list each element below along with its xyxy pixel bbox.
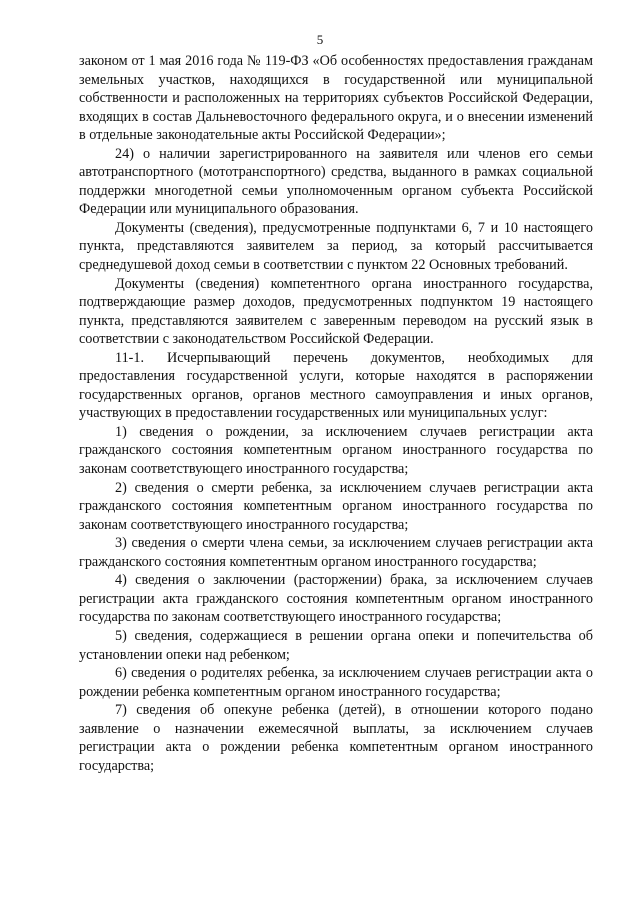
paragraph: 3) сведения о смерти члена семьи, за исключением случаев регистрации акта гражданского состояния компетентным органом иностранного государства; (79, 535, 593, 570)
page-number: 5 (316, 32, 324, 47)
paragraph: 2) сведения о смерти ребенка, за исключением случаев регистрации акта гражданского состояния компетентным органом иностранного государства по законам соответствующего иностранного государства; (79, 479, 593, 533)
paragraph: 11-1. Исчерпывающий перечень документов, необходимых для предоставления государственной услуги, которые находятся в распоряжении государственных органов, органов местного самоуправления и иных органов, участвующих в предоставлении государственных или муниципальных услуг: (79, 349, 593, 422)
paragraph: 1) сведения о рождении, за исключением случаев регистрации акта гражданского состояния компетентным органом иностранного государства по законам соответствующего иностранного государства; (79, 423, 593, 478)
paragraph: Документы (сведения) компетентного органа иностранного государства, подтверждающие размер доходов, предусмотренных подпунктом 19 настоящего пункта, представляются заявителем с заверенным переводом на русский язык в соответствии с законодательством Российской Федерации. (79, 275, 593, 348)
paragraph: 24) о наличии зарегистрированного на заявителя или членов его семьи автотранспортного (мототранспортного) средства, выданного в рамках социальной поддержки многодетной семьи уполномоченным органом субъекта Российской Федерации или муниципального образования. (79, 145, 593, 218)
paragraph: 4) сведения о заключении (расторжении) брака, за исключением случаев регистрации акта гражданского состояния компетентным органом иностранного государства по законам соответствующего иностранного государства; (79, 572, 593, 626)
paragraph: 5) сведения, содержащиеся в решении органа опеки и попечительства об установлении опеки над ребенком; (79, 627, 593, 663)
paragraph: законом от 1 мая 2016 года № 119-ФЗ «Об особенностях предоставления гражданам земельных участков, находящихся в государственной или муниципальной собственности и расположенных на территориях субъектов Российской Федерации, входящих в состав Дальневосточного федерального округа, и о внесении изменений в отдельные законодательные акты Российской Федерации»; (79, 53, 593, 144)
body-text (79, 52, 593, 775)
paragraph: 6) сведения о родителях ребенка, за исключением случаев регистрации акта о рождении ребенка компетентным органом иностранного государства; (79, 665, 593, 700)
paragraph: 7) сведения об опекуне ребенка (детей), в отношении которого подано заявление о назначении ежемесячной выплаты, за исключением случаев регистрации акта о рождении ребенка компетентным органом иностранного государства; (79, 702, 593, 774)
paragraph: Документы (сведения), предусмотренные подпунктами 6, 7 и 10 настоящего пункта, представляются заявителем за период, за который рассчитывается среднедушевой доход семьи в соответствии с пунктом 22 Основных требований. (79, 219, 593, 274)
